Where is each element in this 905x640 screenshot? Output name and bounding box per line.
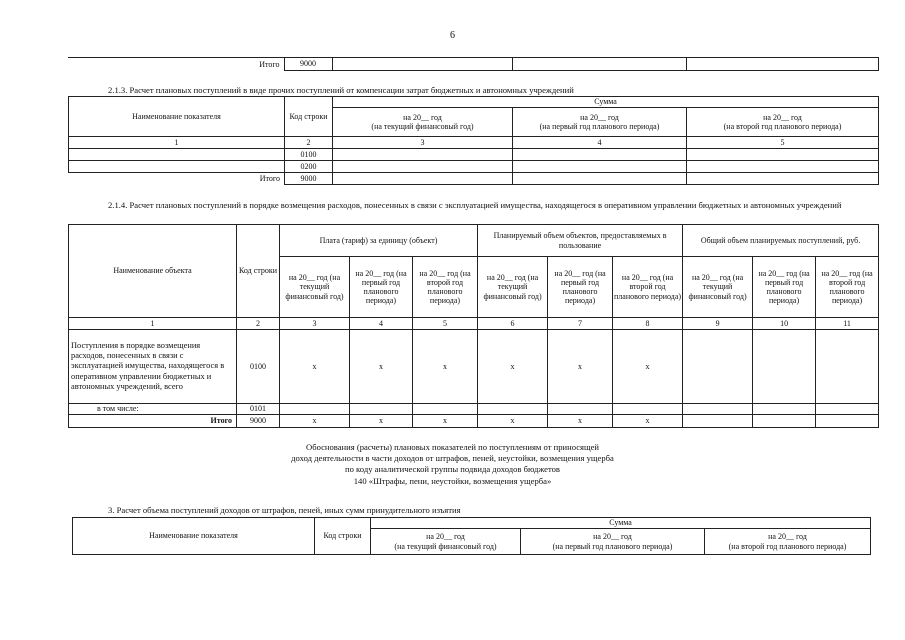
col-number: 6 (478, 318, 548, 330)
cell (753, 415, 816, 428)
cell (687, 173, 879, 185)
row-name: в том числе: (69, 404, 237, 415)
cell (513, 173, 687, 185)
total-code: 9000 (285, 173, 333, 185)
row-code: 0101 (237, 404, 280, 415)
x-mark: x (478, 330, 548, 404)
cell (687, 161, 879, 173)
col-header-year1: на 20__ год (на текущий финансовый год) (683, 257, 753, 318)
col-header-name: Наименование показателя (73, 518, 315, 555)
col-number: 5 (413, 318, 478, 330)
section-3-heading: 3. Расчет объема поступлений доходов от штрафов, пеней, иных сумм принудительного изъятия (108, 505, 461, 515)
cell (683, 415, 753, 428)
col-header-year1: на 20__ год (на текущий финансовый год) (333, 108, 513, 137)
x-mark: x (548, 415, 613, 428)
col-header-tariff: Плата (тариф) за единицу (объект) (280, 225, 478, 257)
total-label: Итого (69, 415, 237, 428)
justification-block (0, 442, 905, 487)
justification-line: 140 «Штрафы, пени, неустойки, возмещения ущерба» (353, 475, 552, 486)
x-mark: x (280, 330, 350, 404)
x-mark: x (350, 330, 413, 404)
col-number: 2 (285, 137, 333, 149)
col-header-year3: на 20__ год (на второй год планового периода) (413, 257, 478, 318)
cell (753, 404, 816, 415)
row-name: Поступления в порядке возмещения расходов, понесенных в связи с эксплуатацией имущества, находящегося в оперативном управлении бюджетных и автономных учреждений, всего (69, 330, 237, 404)
col-number: 2 (237, 318, 280, 330)
page-number: 6 (450, 30, 455, 41)
cell (816, 330, 879, 404)
cell (513, 161, 687, 173)
col-header-code: Код строки (285, 97, 333, 137)
col-number: 7 (548, 318, 613, 330)
col-header-year1: на 20__ год (на текущий финансовый год) (371, 529, 521, 555)
section-213-heading: 2.1.3. Расчет плановых поступлений в виде прочих поступлений от компенсации затрат бюджетных и автономных учреждений (108, 85, 574, 95)
section-214-table (68, 224, 879, 428)
col-header-year2: на 20__ год (на первый год планового периода) (350, 257, 413, 318)
row-code: 0100 (285, 149, 333, 161)
col-header-total: Общий объем планируемых поступлений, руб. (683, 225, 879, 257)
x-mark: x (280, 415, 350, 428)
col-header-year3: на 20__ год (на второй год планового периода) (687, 108, 879, 137)
cell (683, 404, 753, 415)
col-header-volume: Планируемый объем объектов, предоставляемых в пользование (478, 225, 683, 257)
col-number: 11 (816, 318, 879, 330)
table-row (69, 330, 879, 404)
col-header-year2: на 20__ год (на первый год планового периода) (521, 529, 705, 555)
top-total-cell (332, 58, 512, 71)
col-header-code: Код строки (237, 225, 280, 318)
x-mark: x (478, 415, 548, 428)
x-mark: x (413, 415, 478, 428)
x-mark: x (350, 415, 413, 428)
cell (753, 330, 816, 404)
table-row (69, 404, 879, 415)
section-213-table-wrap (68, 96, 879, 185)
x-mark: x (613, 415, 683, 428)
cell (69, 149, 285, 161)
top-total-code: 9000 (284, 58, 332, 71)
top-total-label: Итого (68, 58, 284, 71)
col-number: 5 (687, 137, 879, 149)
justification-line: доход деятельности в части доходов от штрафов, пеней, неустойки, возмещения ущерба (291, 453, 614, 464)
justification-line: Обоснования (расчеты) плановых показателей по поступлениям от приносящей (305, 442, 600, 452)
col-header-sum: Сумма (371, 518, 871, 529)
cell (613, 404, 683, 415)
col-header-name: Наименование объекта (69, 225, 237, 318)
row-code: 0200 (285, 161, 333, 173)
row-code: 0100 (237, 330, 280, 404)
section-214-heading: 2.1.4. Расчет плановых поступлений в порядке возмещения расходов, понесенных в связи с эксплуатацией имущества, находящегося в оперативном управлении бюджетных и автономных учреждений (108, 200, 842, 210)
col-header-year2: на 20__ год (на первый год планового периода) (548, 257, 613, 318)
cell (413, 404, 478, 415)
col-number: 9 (683, 318, 753, 330)
cell (280, 404, 350, 415)
total-row (69, 415, 879, 428)
total-row (69, 173, 879, 185)
section-3-table-wrap (72, 517, 871, 555)
col-number: 10 (753, 318, 816, 330)
cell (333, 149, 513, 161)
total-code: 9000 (237, 415, 280, 428)
top-total-table (68, 57, 879, 71)
section-3-table (72, 517, 871, 555)
col-number: 8 (613, 318, 683, 330)
cell (478, 404, 548, 415)
x-mark: x (413, 330, 478, 404)
x-mark: x (613, 330, 683, 404)
total-label: Итого (69, 173, 285, 185)
cell (816, 415, 879, 428)
cell (333, 173, 513, 185)
table-row (69, 161, 879, 173)
col-number: 4 (513, 137, 687, 149)
col-number: 3 (333, 137, 513, 149)
justification-line: по коду аналитической группы подвида доходов бюджетов (345, 464, 560, 475)
col-number: 3 (280, 318, 350, 330)
cell (683, 330, 753, 404)
col-header-year1: на 20__ год (на текущий финансовый год) (478, 257, 548, 318)
col-header-year1: на 20__ год (на текущий финансовый год) (280, 257, 350, 318)
col-header-code: Код строки (315, 518, 371, 555)
top-total-cell (512, 58, 686, 71)
x-mark: x (548, 330, 613, 404)
col-header-year3: на 20__ год (на второй год планового периода) (613, 257, 683, 318)
cell (687, 149, 879, 161)
cell (69, 161, 285, 173)
col-header-year3: на 20__ год (на второй год планового периода) (705, 529, 871, 555)
cell (513, 149, 687, 161)
col-header-year2: на 20__ год (на первый год планового периода) (753, 257, 816, 318)
col-header-year3: на 20__ год (на второй год планового периода) (816, 257, 879, 318)
col-header-name: Наименование показателя (69, 97, 285, 137)
col-number: 1 (69, 137, 285, 149)
col-header-year2: на 20__ год (на первый год планового периода) (513, 108, 687, 137)
col-header-sum: Сумма (333, 97, 879, 108)
cell (548, 404, 613, 415)
section-214-table-wrap (68, 224, 879, 428)
table-row (69, 149, 879, 161)
col-number: 1 (69, 318, 237, 330)
cell (333, 161, 513, 173)
top-total-row (68, 57, 878, 71)
top-total-cell (686, 58, 878, 71)
section-213-table (68, 96, 879, 185)
col-number: 4 (350, 318, 413, 330)
cell (816, 404, 879, 415)
cell (350, 404, 413, 415)
